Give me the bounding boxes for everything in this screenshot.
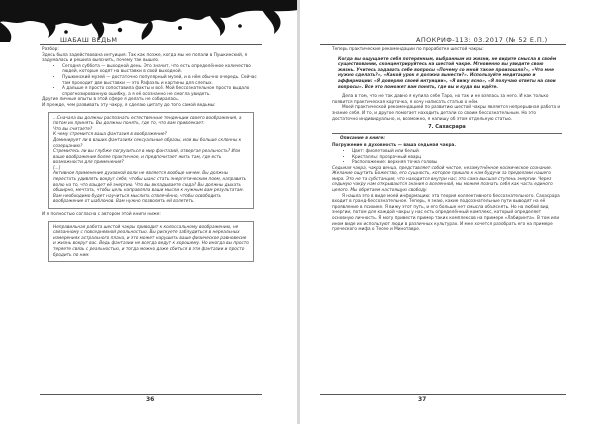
- running-head: АПОКРИФ-113: 03.2017 (№ 52 Е.П.): [416, 36, 548, 44]
- right-page: [300, 0, 600, 424]
- paragraph: Моей практической рекомендацией по развитию шестой чакры является непрерывная работа и знание себя. И то, и другое помогает находить детали со своим бессознательным. Но это достаточно индивидуально, и, возможно, я напишу об этом отдельную статью.: [332, 105, 561, 122]
- quote-line: К чему стремится ваша фантазия в воображение?: [53, 132, 167, 138]
- chakra-properties: [332, 149, 562, 166]
- text-line: Теперь практические рекомендации по проработке шестой чакры:: [332, 47, 484, 52]
- section-rule: [332, 133, 562, 134]
- page-body: [332, 47, 562, 233]
- decorative-header-ornament: [0, 0, 298, 42]
- text-line: И я полностью согласна с автором этой книги ниже:: [42, 212, 161, 218]
- highlight-quote: Когда вы ощущаете себя потерянным, выбранным из жизни, не видите смысла в своём существовании, сконцентрируйтесь на шестой чакре. Мгновенно вы увидите свою жизнь. Учитесь задавать себе вопросы «Почему со мной такое произошло?», «Что мне нужно сделать?», «Какой урок я должна вынести?». Используйте медитацию и аффирмации: «Я доверяю своей интуиции», «Я вижу ясно», «Я получаю ответы на свои вопросы». Все это поможет вам понять, где вы и куда вы идёте.: [338, 56, 557, 90]
- quote-line: [...]: [53, 165, 61, 171]
- quote-line: Что вы считаете?: [53, 126, 93, 132]
- chakra-heading: Погружение в духовность — ваша седьмая чакра.: [332, 143, 457, 149]
- quote-box: [48, 221, 254, 263]
- page-body: [42, 47, 258, 265]
- list-item: • Расположение: верхняя точка головы: [352, 160, 562, 166]
- running-head: ШАБАШ ВЕДЬМ: [60, 36, 118, 44]
- quote-line: Активное применение духовной воли не является вообще ничем. Вы должны перестать удивлять вокруг себя, чтобы шанс стать энергетическим поем, направить волю на то, что взыдет её энергию. Что вы вкладываете сюда? Вы должны дыхать обширно, мечтать, чтобы цель направляла ваши мысли к нужным вам результатам.: [53, 171, 247, 194]
- bullet-list: [42, 64, 258, 98]
- quote-line: Вам необходимо будет научиться мыслить отвлечённо, чтобы освободить воображение от шаблонов. Вам нужно позволить ей взлететь.: [53, 193, 222, 205]
- footer-rule: [40, 394, 262, 395]
- quote-box: [48, 112, 254, 210]
- page-number: 37: [418, 396, 427, 403]
- text-line: И прежде, чем развивать эту чакру, я сделаю цитату до того самой ведьмы:: [42, 102, 216, 108]
- list-item: • Цвет: фиолетовый или белый: [352, 149, 562, 155]
- paragraph: Я нашла это в виде моей информацию: эта теория коллективного бессознательного. Сахасрара входит в гранд-бессознательное. Теперь, я знаю, какие подсознательные пути выводят на её проявление в психике. Я вижу этот путь, и его больше нет смысла объяснять. Но на любой вид энергии, потом для каждой чакры у нас есть определённый комплекс, который определяет основную личность. Я могу привести пример таких комплексов на примере «Лабиринта». В том или ином виде их используют люди в различных культурах. И мне хочется разобрать его на примере греческого мифа о Тесее и Минотавре.: [332, 193, 560, 233]
- list-item: • Пушкинский музей — достаточно популярный музей, и в нём обычно очередь. Сейчас там проходит две выставки — это Рафаэль и картины для слепых.: [62, 75, 258, 86]
- page-number: 36: [146, 396, 155, 403]
- description-label: Описание в книге:: [340, 135, 385, 141]
- book-quote: Седьмая чакра, чакра венца, представляет собой чистое, незамутнённое космическое сознание. Желание ощутить Божество, его сущность, которое пришло к нам будучи за пределами нашего мира. Это не та субстанция, что находится внутри нас; это сама высшая ступень энергии. Через седьмую чакру нам открываются знания о вселенной, мы можем познать себя как часть единого целого. Мы обретаем настоящую свободу.: [332, 165, 553, 194]
- list-item: • А дальше я просто сопоставила факты и всё. Мой бессознательное просто выдало спрогнозированную ошибку, а я её осознанно не смогла увидеть.: [62, 86, 258, 97]
- paragraph: Дела в том, что не так давно я купила себе Таро, но так и не взялась за него. И как только появится практическая карточка, я хочу написать статью о нём.: [332, 94, 549, 105]
- list-item: • Кристаллы: прозрачный кварц: [352, 155, 562, 161]
- quote-line: Неправильная работа шестой чакры приводит к колоссальному воображению, не связанному с повседневной реальностью. Вы рискуете заблудиться в нереальных измерениях астрального плана, и это может нарушить ваше физическое равновесие и жизнь вокруг вас. Ведь фантазии не всегда ведут к хорошему. Но иногда вы просто теряете связь с реальностью, и тогда можно даже сбиться в эти фантазии и просто бродить по ним.: [53, 224, 249, 258]
- header-rule: [320, 44, 566, 45]
- footer-rule: [320, 394, 566, 395]
- quote-line: ...Сначала вы должны распознать естественные тенденции своего воображения, а потом их принять. Вы должны понять, где то, что вам привлекает.: [53, 115, 242, 127]
- left-page: [0, 0, 298, 424]
- quote-line: Доминирует ли в ваших фантазиях сексуальные образы, или вы больше склонны к созерцанию?: [53, 137, 242, 149]
- text-line: Другие личные опыты в этой сфере я делать не собиралась.: [42, 97, 180, 103]
- text-line: Разбор:: [42, 47, 59, 52]
- list-item: • Сегодня суббота — выходной день. Это значит, что есть определённое количество людей, которые ходят на выставки в свой выходной.: [62, 64, 258, 75]
- section-title: 7. Сахасрара: [428, 124, 466, 131]
- header-rule: [40, 44, 262, 45]
- text-line: Здесь была задействована интуиция. Так как позже, когда мы не попали в Пушкинский, я задумалась и решила выяснить, почему так вышло.: [42, 52, 248, 64]
- quote-line: Стремитесь ли вы глубже погрузиться в мир фантазий, отвергая реальность? Или ваше воображение более практичное, и предпочитает жить там, где есть возможности для применения?: [53, 149, 241, 166]
